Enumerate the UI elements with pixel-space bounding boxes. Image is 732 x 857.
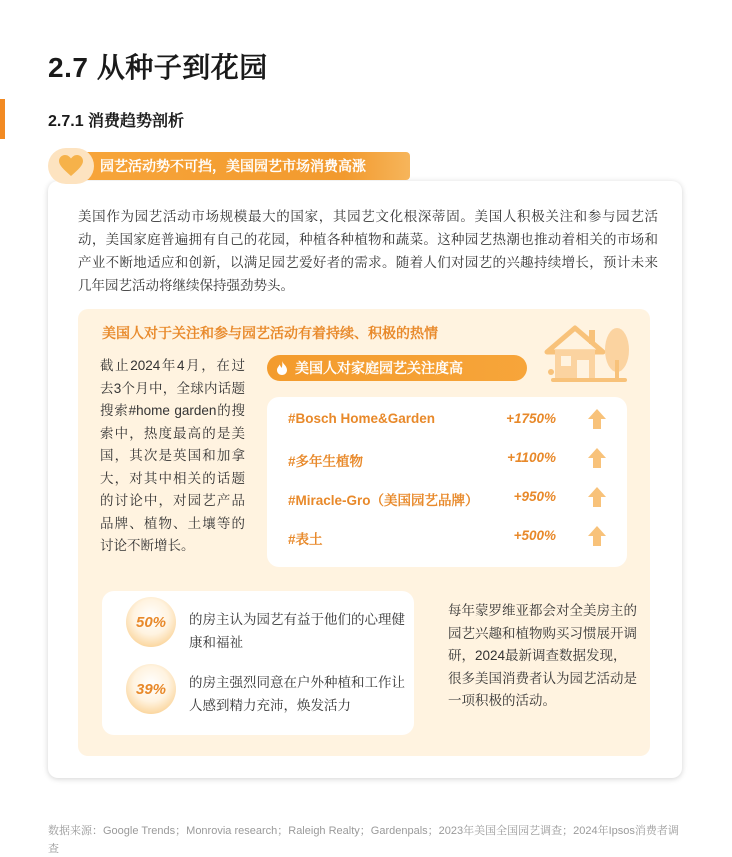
up-arrow-icon (586, 485, 608, 509)
trend-percent: +1750% (506, 411, 556, 426)
trend-tag: #多年生植物 (288, 454, 364, 469)
stat-value-badge: 50% (126, 597, 176, 647)
trend-tag: #表土 (288, 532, 323, 547)
house-tree-icon (543, 320, 633, 386)
trend-tag: #Bosch Home&Garden (288, 411, 436, 426)
trend-percent: +500% (513, 528, 556, 543)
survey-description: 每年蒙罗维亚都会对全美房主的园艺兴趣和植物购买习惯展开调研，2024最新调查数据发现，很多美国消费者认为园艺活动是一项积极的活动。 (448, 603, 637, 708)
left-accent-bar (0, 99, 5, 139)
up-arrow-icon (586, 524, 608, 548)
stat-value-badge: 39% (126, 664, 176, 714)
trend-row (288, 411, 608, 435)
section-banner (80, 152, 410, 180)
trend-title: 美国人对家庭园艺关注度高 (295, 360, 463, 376)
search-trend-description: 截止2024年4月，在过去3个月中，全球内话题搜索#home garden的搜索中，热度最高的是美国，其次是英国和加拿大，对其中相关的话题的讨论中，对园艺产品品牌、植物、土壤等的讨论不断增长。 (100, 358, 245, 553)
heart-icon (58, 154, 84, 178)
up-arrow-icon (586, 407, 608, 431)
stat-description: 的房主强烈同意在户外种植和工作让人感到精力充沛，焕发活力 (189, 675, 405, 713)
trend-title-pill (267, 355, 527, 381)
trend-percent: +1100% (507, 450, 556, 465)
trend-row (288, 528, 608, 552)
intro-paragraph: 美国作为园艺活动市场规模最大的国家，其园艺文化根深蒂固。美国人积极关注和参与园艺活动，美国家庭普遍拥有自己的花园，种植各种植物和蔬菜。这种园艺热潮也推动着相关的市场和产业不断地适应和创新，以满足园艺爱好者的需求。随着人们对园艺的兴趣持续增长，预计未来几年园艺活动将继续保持强劲势头。 (78, 209, 658, 293)
up-arrow-icon (586, 446, 608, 470)
subsection-title: 2.7.1 消费趋势剖析 (48, 113, 185, 130)
heart-badge (48, 148, 94, 184)
banner-text: 园艺活动势不可挡，美国园艺市场消费高涨 (100, 158, 366, 174)
stat-description: 的房主认为园艺有益于他们的心理健康和福祉 (189, 612, 405, 650)
trend-row (288, 450, 608, 474)
trend-row (288, 489, 608, 513)
trend-tag: #Miracle-Gro（美国园艺品牌） (288, 493, 479, 508)
trend-percent: +950% (513, 489, 556, 504)
flame-icon (275, 360, 289, 376)
panel-title: 美国人对于关注和参与园艺活动有着持续、积极的热情 (102, 325, 438, 341)
section-title: 2.7 从种子到花园 (48, 52, 268, 83)
data-source-note: 数据来源：Google Trends；Monrovia research；Raleigh Realty；Gardenpals；2023年美国全国园艺调查；2024年Ipsos消费者调查 (48, 825, 679, 855)
